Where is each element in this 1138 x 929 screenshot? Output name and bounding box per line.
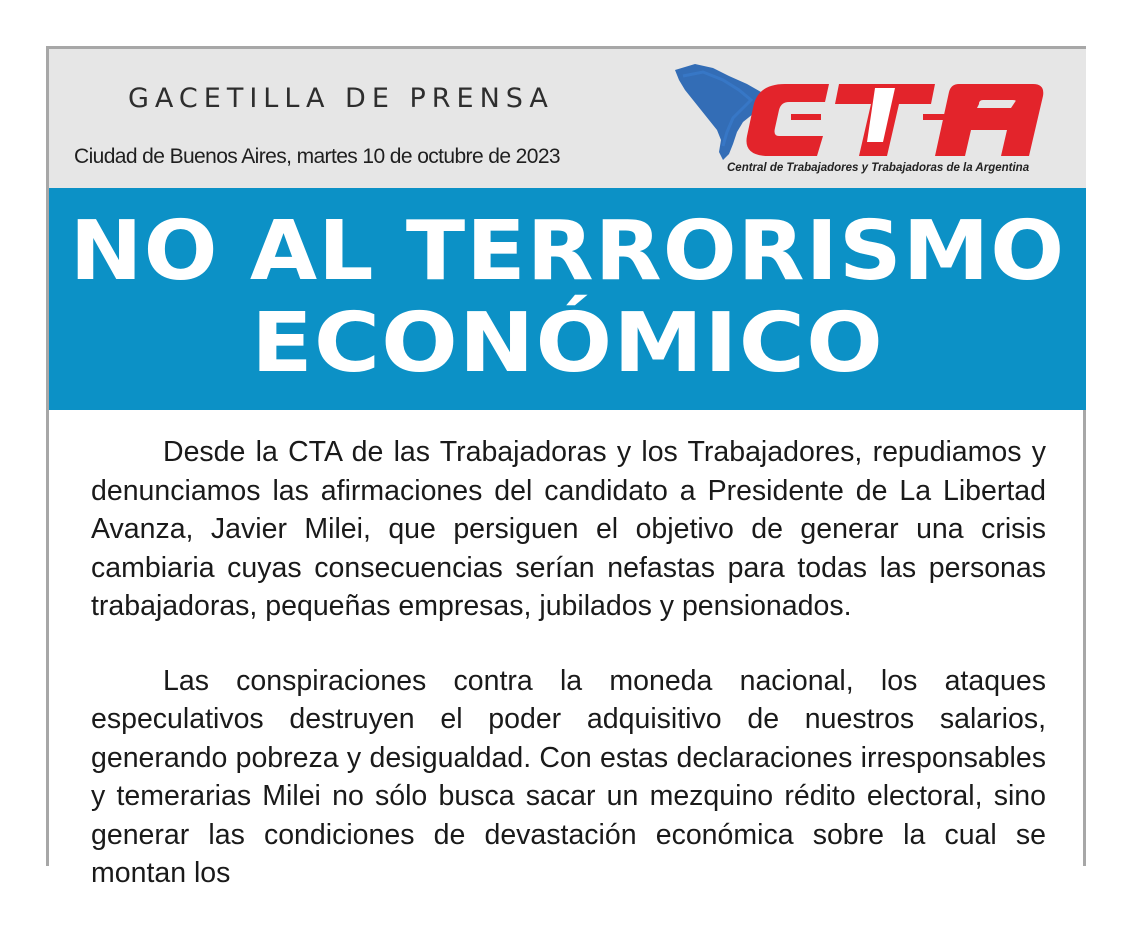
headline-line-2: ECONÓMICO xyxy=(251,296,884,391)
body-paragraph: Desde la CTA de las Trabajadoras y los Trabajadores, repudiamos y denunciamos las afirmaciones del candidato a Presidente de La Libertad Avanza, Javier Milei, que persiguen el objetivo de generar una crisis cambiaria cuyas consecuencias serían nefastas para todas las personas trabajadoras, pequeñas empresas, jubilados y pensionados. xyxy=(91,436,1046,622)
press-release-page xyxy=(46,46,1086,889)
headline-banner xyxy=(49,188,1086,410)
press-release-label: GACETILLA DE PRENSA xyxy=(128,83,554,114)
cta-logo-graphic xyxy=(673,62,1053,162)
cta-logo xyxy=(673,62,1053,187)
body-paragraph: Las conspiraciones contra la moneda nacional, los ataques especulativos destruyen el poder adquisitivo de nuestros salarios, generando pobreza y desigualdad. Con estas declaraciones irresponsables y temerarias Milei no sólo busca sacar un mezquino rédito electoral, sino generar las condiciones de devastación económica sobre la cual se montan los xyxy=(91,664,1046,889)
press-body xyxy=(91,433,1046,929)
logo-caption: Central de Trabajadores y Trabajadoras de la Argentina xyxy=(727,162,1030,174)
headline-line-1: NO AL TERRORISMO xyxy=(69,204,1066,299)
press-header xyxy=(49,49,1086,188)
date-line: Ciudad de Buenos Aires, martes 10 de octubre de 2023 xyxy=(74,145,560,168)
